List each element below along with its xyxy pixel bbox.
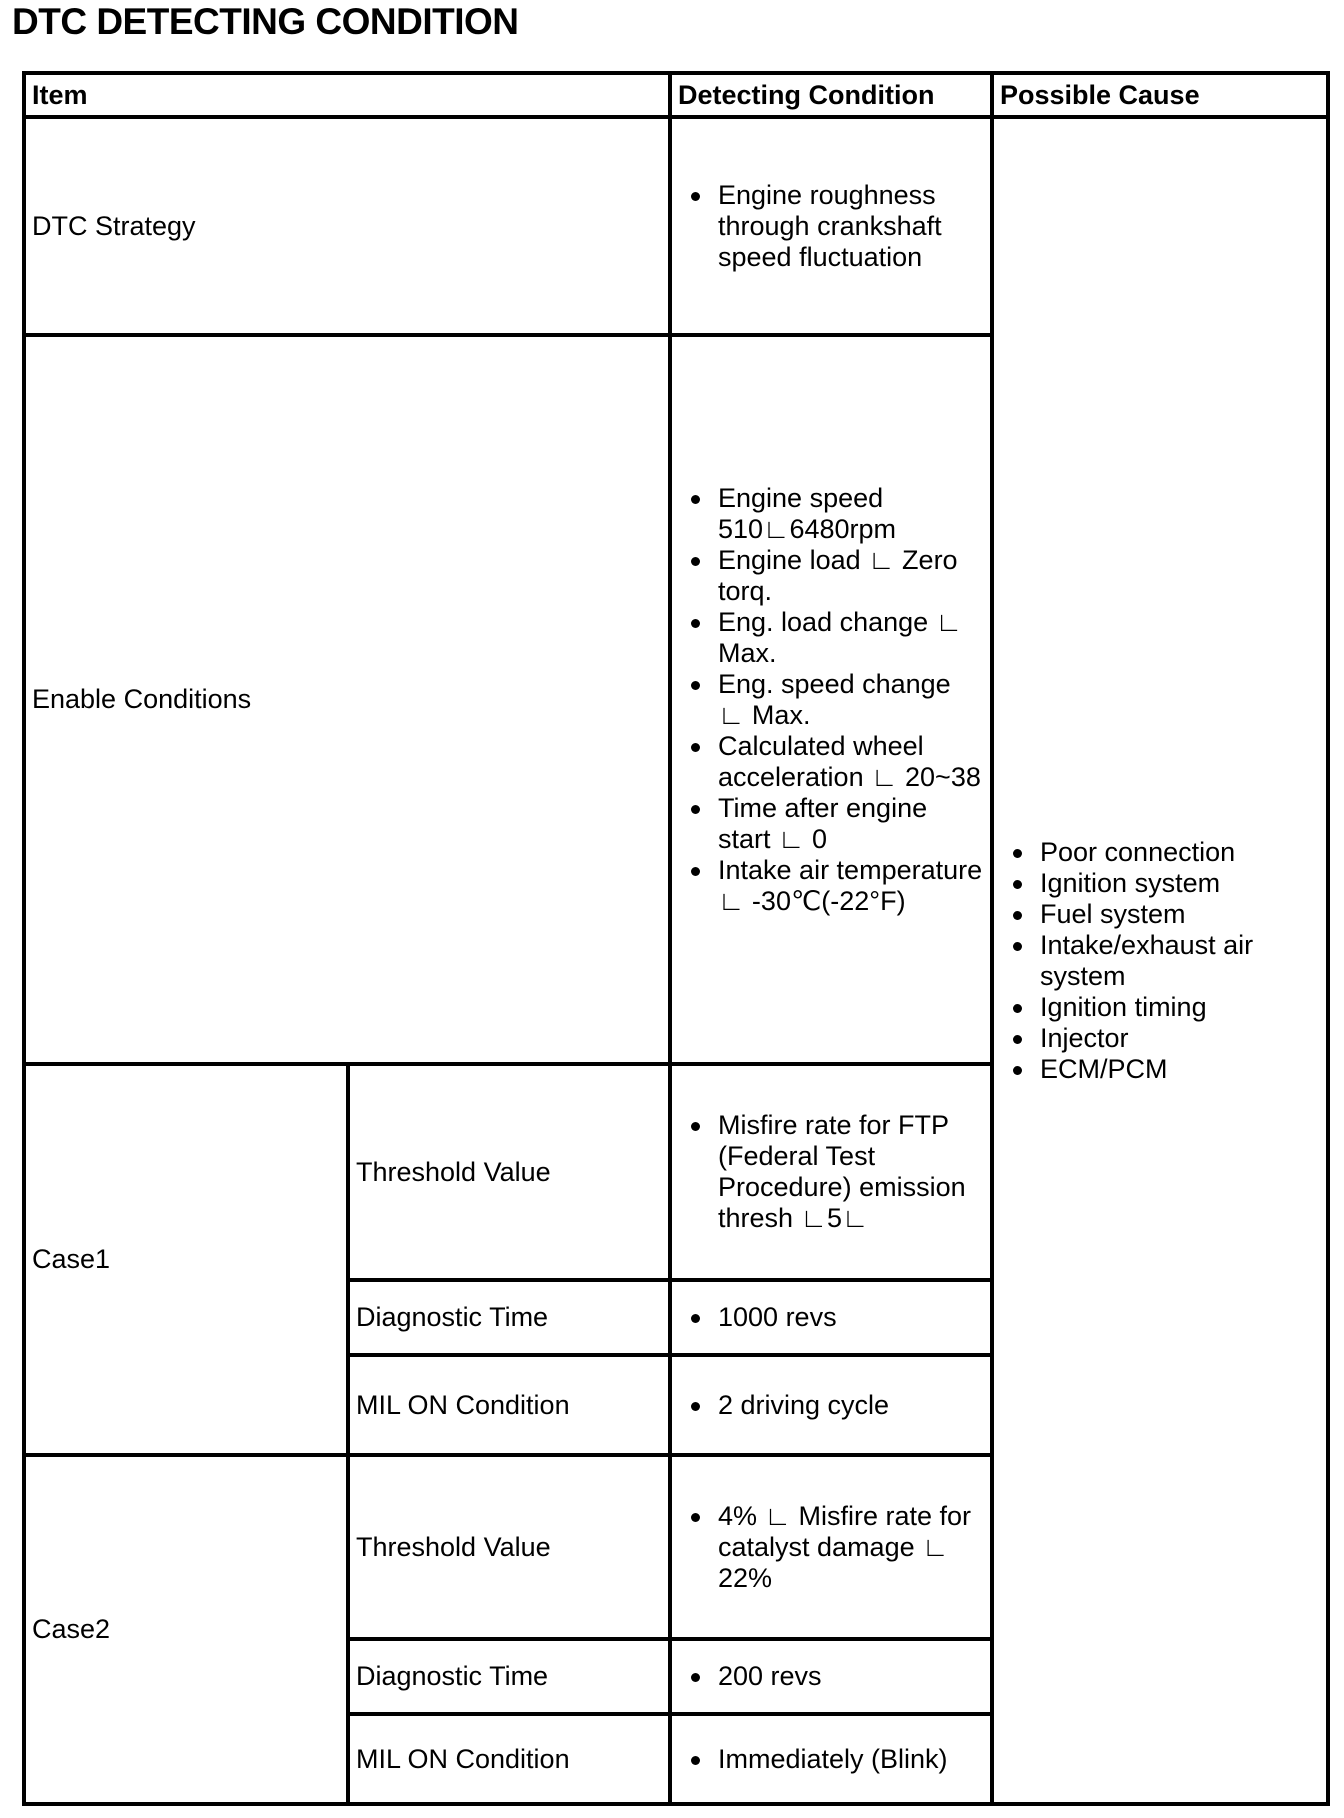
dtc-condition-table — [22, 71, 1330, 1806]
bullet-item: Ignition system — [1040, 868, 1320, 899]
case1-threshold-list — [678, 1110, 984, 1234]
bullet-item: Ignition timing — [1040, 992, 1320, 1023]
bullet-item: Fuel system — [1040, 899, 1320, 930]
case1-mil-on-label: MIL ON Condition — [348, 1355, 670, 1455]
header-detecting-condition: Detecting Condition — [670, 73, 992, 117]
bullet-item: Engine roughness through crankshaft speed fluctuation — [718, 180, 984, 273]
case2-diagnostic-time-list — [678, 1661, 984, 1692]
bullet-item: Eng. speed change ∟ Max. — [718, 669, 984, 731]
case2-mil-on-label: MIL ON Condition — [348, 1714, 670, 1804]
case1-diagnostic-time-cell — [670, 1280, 992, 1355]
bullet-item: Engine speed 510∟6480rpm — [718, 483, 984, 545]
bullet-item: Calculated wheel acceleration ∟ 20~38 — [718, 731, 984, 793]
bullet-item: Immediately (Blink) — [718, 1744, 984, 1775]
enable-conditions-list — [678, 483, 984, 917]
page-title: DTC DETECTING CONDITION — [12, 1, 519, 42]
dtc-strategy-label: DTC Strategy — [24, 117, 670, 335]
case2-threshold-cell — [670, 1455, 992, 1639]
bullet-item: Time after engine start ∟ 0 — [718, 793, 984, 855]
case2-mil-on-list — [678, 1744, 984, 1775]
case1-mil-on-cell — [670, 1355, 992, 1455]
bullet-item: Eng. load change ∟ Max. — [718, 607, 984, 669]
case2-diagnostic-time-cell — [670, 1639, 992, 1714]
case1-threshold-label: Threshold Value — [348, 1064, 670, 1280]
bullet-item: Injector — [1040, 1023, 1320, 1054]
header-item: Item — [24, 73, 670, 117]
bullet-item: 1000 revs — [718, 1302, 984, 1333]
case1-diagnostic-time-list — [678, 1302, 984, 1333]
bullet-item: Intake air temperature ∟ -30℃(-22°F) — [718, 854, 983, 916]
header-possible-cause: Possible Cause — [992, 73, 1328, 117]
case2-threshold-list — [678, 1501, 984, 1594]
bullet-item: ECM/PCM — [1040, 1054, 1320, 1085]
enable-conditions-label: Enable Conditions — [24, 335, 670, 1064]
bullet-item: 4% ∟ Misfire rate for catalyst damage ∟ 22% — [718, 1501, 984, 1594]
possible-cause-cell — [992, 117, 1328, 1804]
dtc-strategy-conditions — [670, 117, 992, 335]
case1-diagnostic-time-label: Diagnostic Time — [348, 1280, 670, 1355]
bullet-item: Poor connection — [1040, 837, 1320, 868]
row-dtc-strategy — [24, 117, 1328, 335]
case1-label: Case1 — [24, 1064, 348, 1455]
bullet-item: Engine load ∟ Zero torq. — [718, 545, 984, 607]
case2-threshold-label: Threshold Value — [348, 1455, 670, 1639]
dtc-strategy-list — [678, 180, 984, 273]
enable-conditions-cell — [670, 335, 992, 1064]
case1-threshold-cell — [670, 1064, 992, 1280]
possible-cause-list — [1000, 837, 1320, 1085]
case2-mil-on-cell — [670, 1714, 992, 1804]
case1-mil-on-list — [678, 1390, 984, 1421]
bullet-item: 2 driving cycle — [718, 1390, 984, 1421]
bullet-item: 200 revs — [718, 1661, 984, 1692]
bullet-item: Intake/exhaust air system — [1040, 930, 1320, 992]
header-row — [24, 73, 1328, 117]
case2-label: Case2 — [24, 1455, 348, 1804]
case2-diagnostic-time-label: Diagnostic Time — [348, 1639, 670, 1714]
bullet-item: Misfire rate for FTP (Federal Test Procedure) emission thresh ∟5∟ — [718, 1110, 984, 1234]
